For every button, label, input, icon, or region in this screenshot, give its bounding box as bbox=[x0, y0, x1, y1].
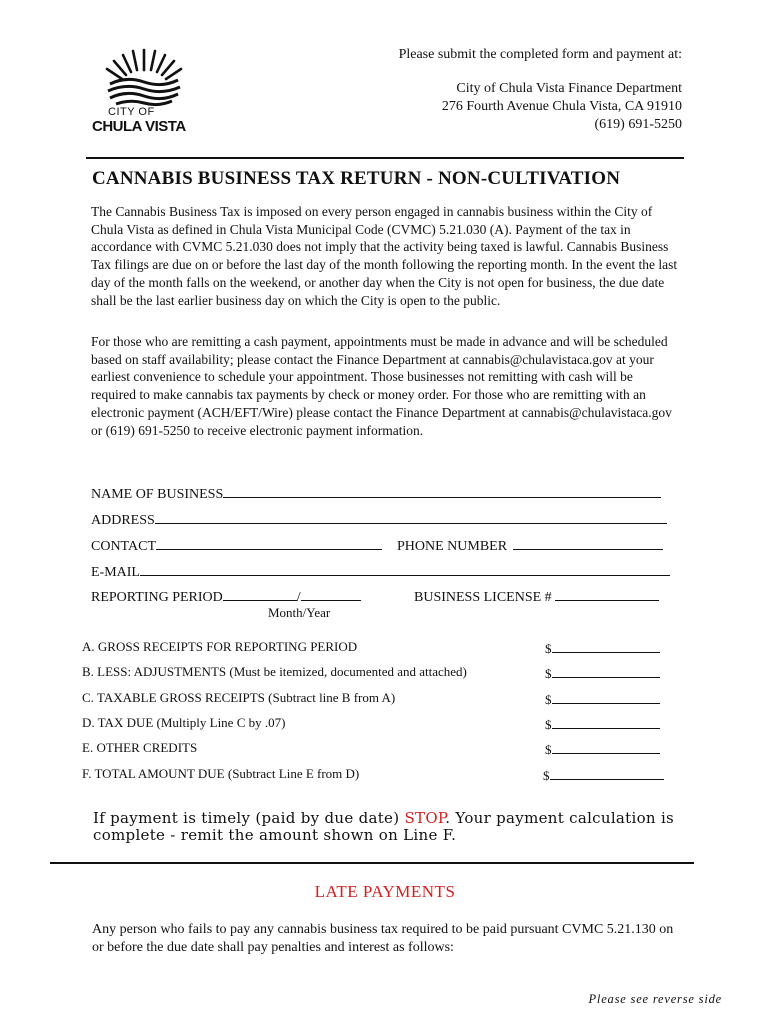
amount-line[interactable] bbox=[552, 690, 660, 704]
note-line2: complete - remit the amount shown on Line F. bbox=[93, 826, 457, 844]
section-divider bbox=[50, 862, 694, 864]
address-field[interactable] bbox=[91, 510, 667, 529]
stop-word: STOP bbox=[404, 809, 446, 827]
city-logo bbox=[92, 46, 192, 138]
contact-label: CONTACT bbox=[91, 539, 156, 554]
amount-line[interactable] bbox=[550, 766, 664, 780]
late-payments-paragraph: Any person who fails to pay any cannabis business tax required to be paid pursuant CVMC 5.21.130 on or before the due date shall pay penalties and interest as follows: bbox=[92, 922, 674, 955]
currency-symbol: $ bbox=[545, 692, 552, 707]
period-hint: Month/Year bbox=[268, 605, 331, 620]
amount-line[interactable] bbox=[552, 664, 660, 678]
amount-line[interactable] bbox=[552, 740, 660, 754]
line-f-label: F. TOTAL AMOUNT DUE (Subtract Line E from D) bbox=[82, 766, 360, 781]
payment-paragraph: For those who are remitting a cash payment, appointments must be made in advance and will be scheduled based on staff availability; please contact the Finance Department at cannabis@chulavistaca.gov at your earliest convenience to schedule your appointment. Those businesses not remitting with cash will be required to make cannabis tax payments by check or money order. For those who are remitting with an electronic payment (ACH/EFT/Wire) please contact the Finance Department at cannabis@chulavistaca.gov or (619) 691-5250 to receive electronic payment information. bbox=[91, 334, 672, 438]
email-line[interactable] bbox=[140, 562, 670, 576]
header-divider bbox=[86, 157, 684, 159]
form-title: CANNABIS BUSINESS TAX RETURN - NON-CULTIVATION bbox=[92, 168, 621, 189]
currency-symbol: $ bbox=[545, 742, 552, 757]
phone-line[interactable] bbox=[513, 536, 663, 550]
line-e-amount[interactable] bbox=[545, 740, 660, 758]
phone-label: PHONE NUMBER bbox=[397, 539, 508, 554]
currency-symbol: $ bbox=[545, 641, 552, 656]
currency-symbol: $ bbox=[545, 666, 552, 681]
email-label: E-MAIL bbox=[91, 565, 140, 580]
note-text-after: . Your payment calculation is bbox=[445, 809, 675, 827]
sun-waves-icon bbox=[92, 46, 192, 108]
timely-payment-note bbox=[93, 810, 674, 844]
business-name-label: NAME OF BUSINESS bbox=[91, 487, 224, 502]
email-field[interactable] bbox=[91, 562, 670, 581]
reverse-side-note: Please see reverse side bbox=[588, 992, 722, 1006]
business-license-field[interactable] bbox=[414, 587, 659, 606]
line-e-label: E. OTHER CREDITS bbox=[82, 740, 198, 755]
submit-intro: Please submit the completed form and payment at: bbox=[398, 47, 682, 62]
business-name-field[interactable] bbox=[91, 484, 661, 503]
line-a-amount[interactable] bbox=[545, 639, 660, 657]
currency-symbol: $ bbox=[545, 717, 552, 732]
submit-address-block bbox=[399, 46, 682, 134]
line-d-label: D. TAX DUE (Multiply Line C by .07) bbox=[82, 715, 286, 730]
line-a-label: A. GROSS RECEIPTS FOR REPORTING PERIOD bbox=[82, 639, 358, 654]
line-c-label: C. TAXABLE GROSS RECEIPTS (Subtract line B from A) bbox=[82, 690, 396, 705]
business-name-line[interactable] bbox=[223, 484, 661, 498]
period-separator: / bbox=[296, 590, 301, 605]
contact-line[interactable] bbox=[156, 536, 382, 550]
logo-chula-vista: CHULA VISTA bbox=[92, 118, 186, 135]
phone-field[interactable] bbox=[397, 536, 663, 555]
line-f-amount[interactable] bbox=[543, 766, 664, 784]
business-license-line[interactable] bbox=[555, 587, 659, 601]
line-d-amount[interactable] bbox=[545, 715, 660, 733]
department-phone: (619) 691-5250 bbox=[594, 117, 682, 132]
line-c-amount[interactable] bbox=[545, 690, 660, 708]
address-line[interactable] bbox=[155, 510, 667, 524]
contact-field[interactable] bbox=[91, 536, 382, 555]
reporting-period-label: REPORTING PERIOD bbox=[91, 590, 223, 605]
note-text: If payment is timely (paid by due date) bbox=[93, 809, 405, 827]
intro-paragraph: The Cannabis Business Tax is imposed on every person engaged in cannabis business within the City of Chula Vista as defined in Chula Vista Municipal Code (CVMC) 5.21.030 (A). Payment of the tax in accordance with CVMC 5.21.030 does not imply that the activity being taxed is lawful. Cannabis Business Tax filings are due on or before the last day of the month following the reporting month. In the event the last day of the month falls on the weekend, or another day when the City is not open for business, the due date shall be the last earlier business day on which the City is open to the public. bbox=[91, 204, 678, 308]
period-month-line[interactable] bbox=[223, 587, 297, 601]
line-b-amount[interactable] bbox=[545, 664, 660, 682]
line-b-label: B. LESS: ADJUSTMENTS (Must be itemized, documented and attached) bbox=[82, 664, 467, 679]
reporting-period-field[interactable] bbox=[91, 587, 361, 606]
department-address: 276 Fourth Avenue Chula Vista, CA 91910 bbox=[441, 99, 682, 114]
currency-symbol: $ bbox=[543, 768, 550, 783]
amount-line[interactable] bbox=[552, 715, 660, 729]
finance-department: City of Chula Vista Finance Department bbox=[456, 81, 682, 96]
period-year-line[interactable] bbox=[301, 587, 361, 601]
late-payments-heading: LATE PAYMENTS bbox=[314, 882, 456, 901]
address-label: ADDRESS bbox=[91, 513, 155, 528]
amount-line[interactable] bbox=[552, 639, 660, 653]
logo-city-of: CITY OF bbox=[108, 106, 155, 118]
business-license-label: BUSINESS LICENSE # bbox=[414, 590, 552, 605]
